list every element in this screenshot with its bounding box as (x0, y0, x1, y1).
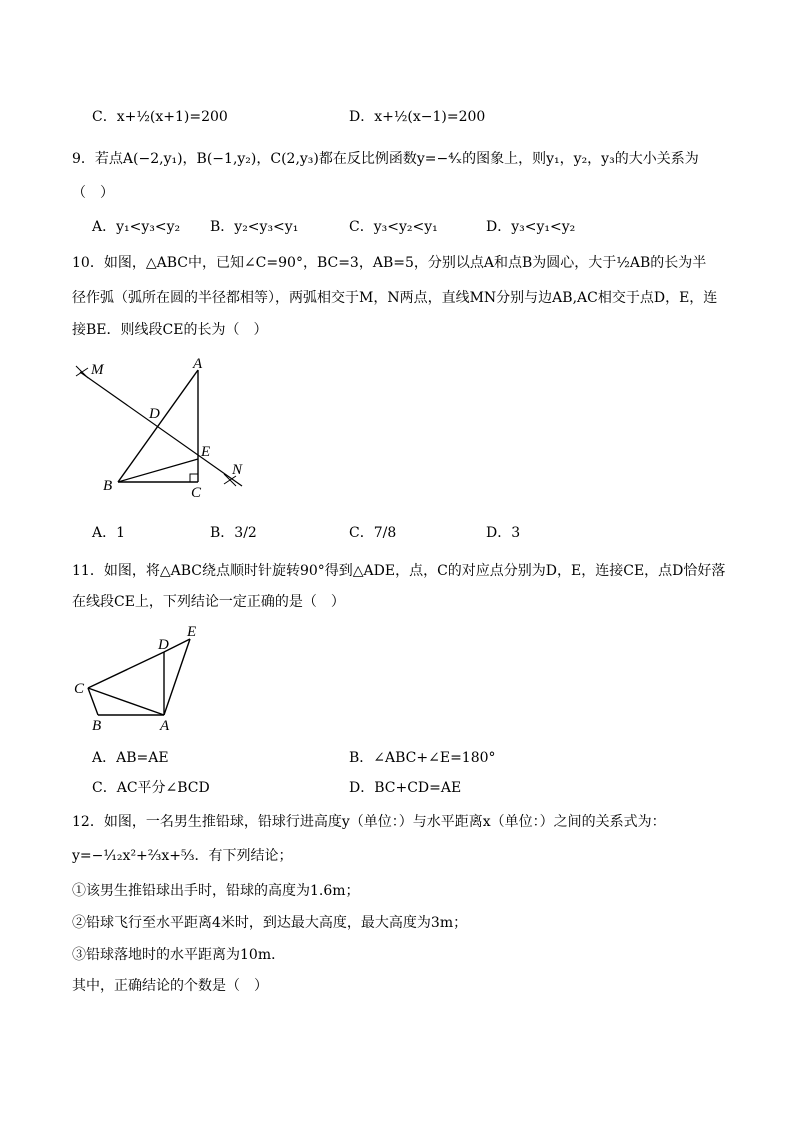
q11-segment-cd (88, 652, 164, 688)
q8-option-c[interactable]: C．x+½(x+1)=200 (92, 109, 228, 125)
q10-segment-be (118, 459, 198, 482)
q11-line1: 11．如图，将△ABC绕点顺时针旋转90°得到△ADE，点，C的对应点分别为D，E，连接CE，点D恰好落 (72, 563, 726, 579)
q12-statement-1: ①该男生推铅球出手时，铅球的高度为1.6m； (72, 883, 360, 899)
q12-question: 其中，正确结论的个数是（ ） (72, 978, 268, 994)
q10-label-e: E (201, 444, 211, 460)
q10-label-a: A (193, 356, 203, 372)
q9-option-b[interactable]: B．y₂<y₃<y₁ (210, 219, 299, 235)
q10-side-ab (118, 370, 198, 482)
q10-line-mn (80, 372, 242, 486)
q11-figure (70, 622, 200, 734)
q10-label-b: B (103, 478, 113, 494)
q12-statement-3: ③铅球落地时的水平距离为10m． (72, 947, 286, 963)
q8-option-d[interactable]: D．x+½(x−1)=200 (349, 109, 486, 125)
q10-label-n: N (232, 462, 243, 478)
q9-paren: （ ） (72, 185, 114, 201)
q10-line1: 10．如图，△ABC中，已知∠C=90°，BC=3，AB=5，分别以点A和点B为圆心，大于½AB的长为半 (72, 255, 707, 271)
q9-option-d[interactable]: D．y₃<y₁<y₂ (486, 219, 576, 235)
q9-option-c[interactable]: C．y₃<y₂<y₁ (349, 219, 438, 235)
q10-arc-mark-m (76, 366, 88, 378)
q11-option-c[interactable]: C．AC平分∠BCD (92, 780, 210, 796)
q10-figure (70, 352, 250, 497)
q10-option-c[interactable]: C．7/8 (349, 525, 397, 541)
q11-label-e: E (187, 624, 197, 640)
q11-label-a: A (160, 718, 170, 734)
q12-statement-2: ②铅球飞行至水平距离4米时，到达最大高度，最大高度为3m； (72, 915, 468, 931)
q11-line2: 在线段CE上，下列结论一定正确的是（ ） (72, 594, 345, 610)
q10-line2: 径作弧（弧所在圆的半径都相等），两弧相交于M，N两点，直线MN分别与边AB,AC相交于点D，E，连 (72, 290, 718, 306)
q9-stem: 9．若点A(−2,y₁)，B(−1,y₂)，C(2,y₃)都在反比例函数y=−⁴⁄ₓ的图象上，则y₁，y₂，y₃的大小关系为 (72, 151, 699, 167)
q11-option-b[interactable]: B．∠ABC+∠E=180° (349, 750, 496, 766)
q10-option-d[interactable]: D．3 (486, 525, 521, 541)
q10-option-a[interactable]: A．1 (92, 525, 126, 541)
q12-line1: 12．如图，一名男生推铅球，铅球行进高度y（单位：）与水平距离x（单位：）之间的关系式为： (72, 814, 666, 830)
q11-segment-cb (88, 688, 98, 715)
q10-right-angle (190, 474, 198, 482)
q11-option-d[interactable]: D．BC+CD=AE (349, 780, 462, 796)
q10-line3: 接BE．则线段CE的长为（ ） (72, 322, 268, 338)
q10-label-c: C (191, 485, 202, 497)
q11-option-a[interactable]: A．AB=AE (92, 750, 169, 766)
q10-option-b[interactable]: B．3/2 (210, 525, 257, 541)
q12-formula: y=−¹⁄₁₂x²+⅔x+⁵⁄₃．有下列结论； (72, 848, 293, 864)
q10-label-m: M (91, 362, 104, 378)
q11-label-c: C (74, 681, 85, 697)
q10-label-d: D (149, 406, 160, 422)
q11-label-d: D (158, 637, 169, 653)
q9-option-a[interactable]: A．y₁<y₃<y₂ (92, 219, 181, 235)
q11-label-b: B (92, 718, 102, 734)
q11-segment-ca (88, 688, 164, 715)
